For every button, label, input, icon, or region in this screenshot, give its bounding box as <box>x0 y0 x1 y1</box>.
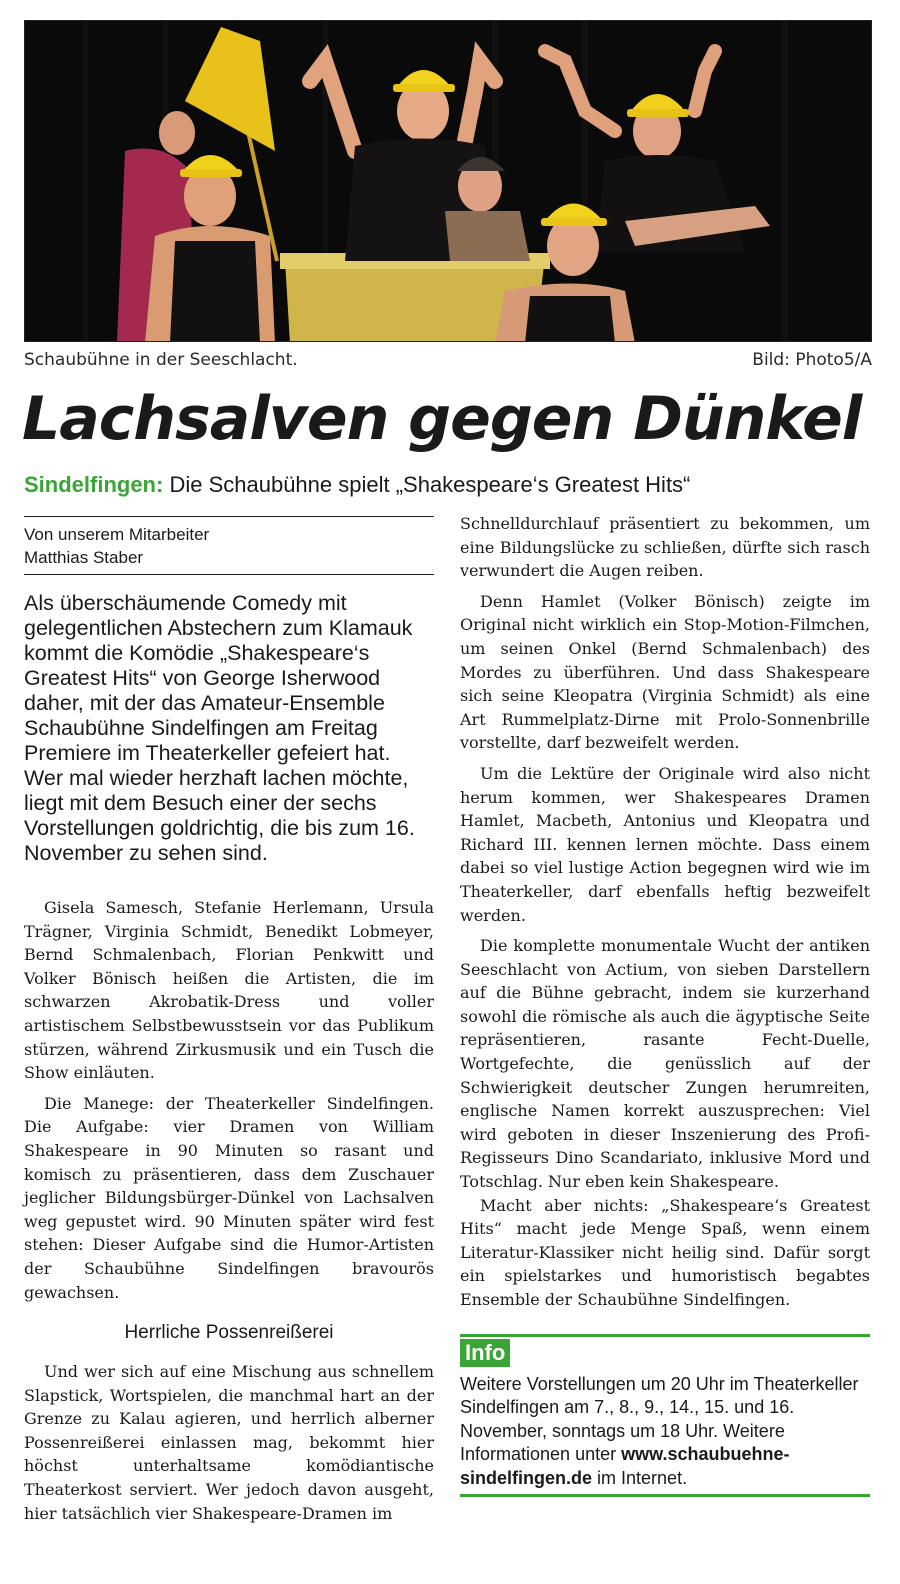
body-paragraph: Gisela Samesch, Stefanie Herlemann, Ursula Trägner, Virginia Schmidt, Benedikt Lobmeyer, Bernd Schmalenbach, Florian Penkwitt und Volker Bönisch heißen die Artisten, die im schwarzen Akrobatik-Dress und voller artistischem Selbstbewusstsein vor das Publikum stürzen, während Zirkusmusik und ein Tusch die Show einläuten. <box>24 898 434 1083</box>
byline <box>24 516 434 575</box>
photo-caption-row <box>24 350 872 370</box>
lead-paragraph: Als überschäumende Comedy mit gelegentlichen Abstechern zum Klamauk kommt die Komödie „Shakespeare‘s Greatest Hits“ von George Isherwood daher, mit der das Amateur-Ensemble Schaubühne Sindelfingen am Freitag Premiere im Theaterkeller gefeiert hat. Wer mal wieder herzhaft lachen möchte, liegt mit dem Besuch einer der sechs Vorstellungen goldrichtig, die bis zum 16. November zu sehen sind. <box>24 591 415 865</box>
body-paragraph: Und wer sich auf eine Mischung aus schnellem Slapstick, Wortspielen, die manchmal hart an der Grenze zu Kalau agieren, und herrlich alberner Possenreißerei einlassen mag, bekommt hier höchst unterhaltsame komödiantische Theaterkost serviert. Wer jedoch davon ausgeht, hier tatsächlich vier Shakespeare-Dramen im <box>24 1362 434 1523</box>
body-paragraph: Macht aber nichts: „Shakespeare‘s Greatest Hits“ macht jede Menge Spaß, wenn einem Literatur-Klassiker nicht heilig sind. Dafür sorgt ein spielstarkes und humoristisch begabtes Ensemble der Schaubühne Sindelfingen. <box>460 1195 870 1309</box>
body-paragraph: Die Manege: der Theaterkeller Sindelfingen. Die Aufgabe: vier Dramen von William Shakespeare in 90 Minuten so rasant und komisch zu präsentieren, dass dem Zuschauer jeglicher Bildungsbürger-Dünkel von Lachsalven weg gepustet wird. 90 Minuten später wird fest stehen: Dieser Aufgabe sind die Humor-Artisten der Schaubühne Sindelfingen bravourös gewachsen. <box>24 1093 434 1302</box>
left-column <box>24 516 434 1525</box>
body-paragraph: Schnelldurchlauf präsentiert zu bekommen, um eine Bildungslücke zu schließen, dürfte sich rasch verwundert die Augen reiben. <box>460 514 870 581</box>
subhead-location: Sindelfingen: <box>24 472 164 497</box>
info-url-link[interactable]: www.schaubuehne-sindelfingen.de <box>460 1444 790 1488</box>
info-suffix: im Internet. <box>597 1467 688 1488</box>
info-text <box>460 1373 870 1491</box>
info-body: Weitere Vorstellungen um 20 Uhr im Theaterkeller Sindelfingen am 7., 8., 9., 14., 15. und 16. November, sonntags um 18 Uhr. Weitere Informationen unter <box>460 1373 859 1465</box>
info-badge: Info <box>460 1339 510 1367</box>
subheadline <box>24 472 884 498</box>
byline-line-2: Matthias Staber <box>24 548 144 567</box>
info-box <box>460 1334 870 1498</box>
stage-photo-illustration <box>25 21 872 342</box>
subhead-text: Die Schaubühne spielt „Shakespeare‘s Greatest Hits“ <box>169 472 691 497</box>
body-paragraph: Die komplette monumentale Wucht der antiken Seeschlacht von Actium, von sieben Darstellern auf die Bühne gebracht, indem sie kurzerhand sowohl die römische als auch die ägyptische Seite repräsentieren, rasante Fecht-Duelle, Wortgefechte, die genüsslich auf der Schwierigkeit deutscher Zungen herumreiten, englische Namen korrekt auszusprechen: Viel wird geboten in dieser Inszenierung des Profi-Regisseurs Dino Scandariato, inklusive Mord und Totschlag. Nur eben kein Shakespeare. <box>460 936 870 1192</box>
headline: Lachsalven gegen Dünkel <box>22 384 862 454</box>
photo-caption: Schaubühne in der Seeschlacht. <box>24 350 298 370</box>
byline-line-1: Von unserem Mitarbeiter <box>24 525 210 544</box>
stage-photo <box>24 20 872 342</box>
section-subheading: Herrliche Possenreißerei <box>124 1322 334 1344</box>
body-paragraph: Denn Hamlet (Volker Bönisch) zeigte im Original nicht wirklich ein Stop-Motion-Filmchen, um seinen Onkel (Bernd Schmalenbach) des Mordes zu überführen. Und dass Shakespeare sich seine Kleopatra (Virginia Schmidt) als eine Art Rummelplatz-Dirne mit Prolo-Sonnenbrille vorstellte, darf bezweifelt werden. <box>460 591 870 753</box>
photo-credit: Bild: Photo5/A <box>752 350 872 370</box>
right-column <box>460 512 870 1497</box>
body-paragraph: Um die Lektüre der Originale wird also nicht herum kommen, wer Shakespeares Dramen Hamlet, Macbeth, Antonius und Kleopatra und Richard III. kennen lernen möchte. Dass einem dabei so viel lustige Action begegnen wird wie im Theaterkeller, darf ebenfalls heftig bezweifelt werden. <box>460 763 870 925</box>
